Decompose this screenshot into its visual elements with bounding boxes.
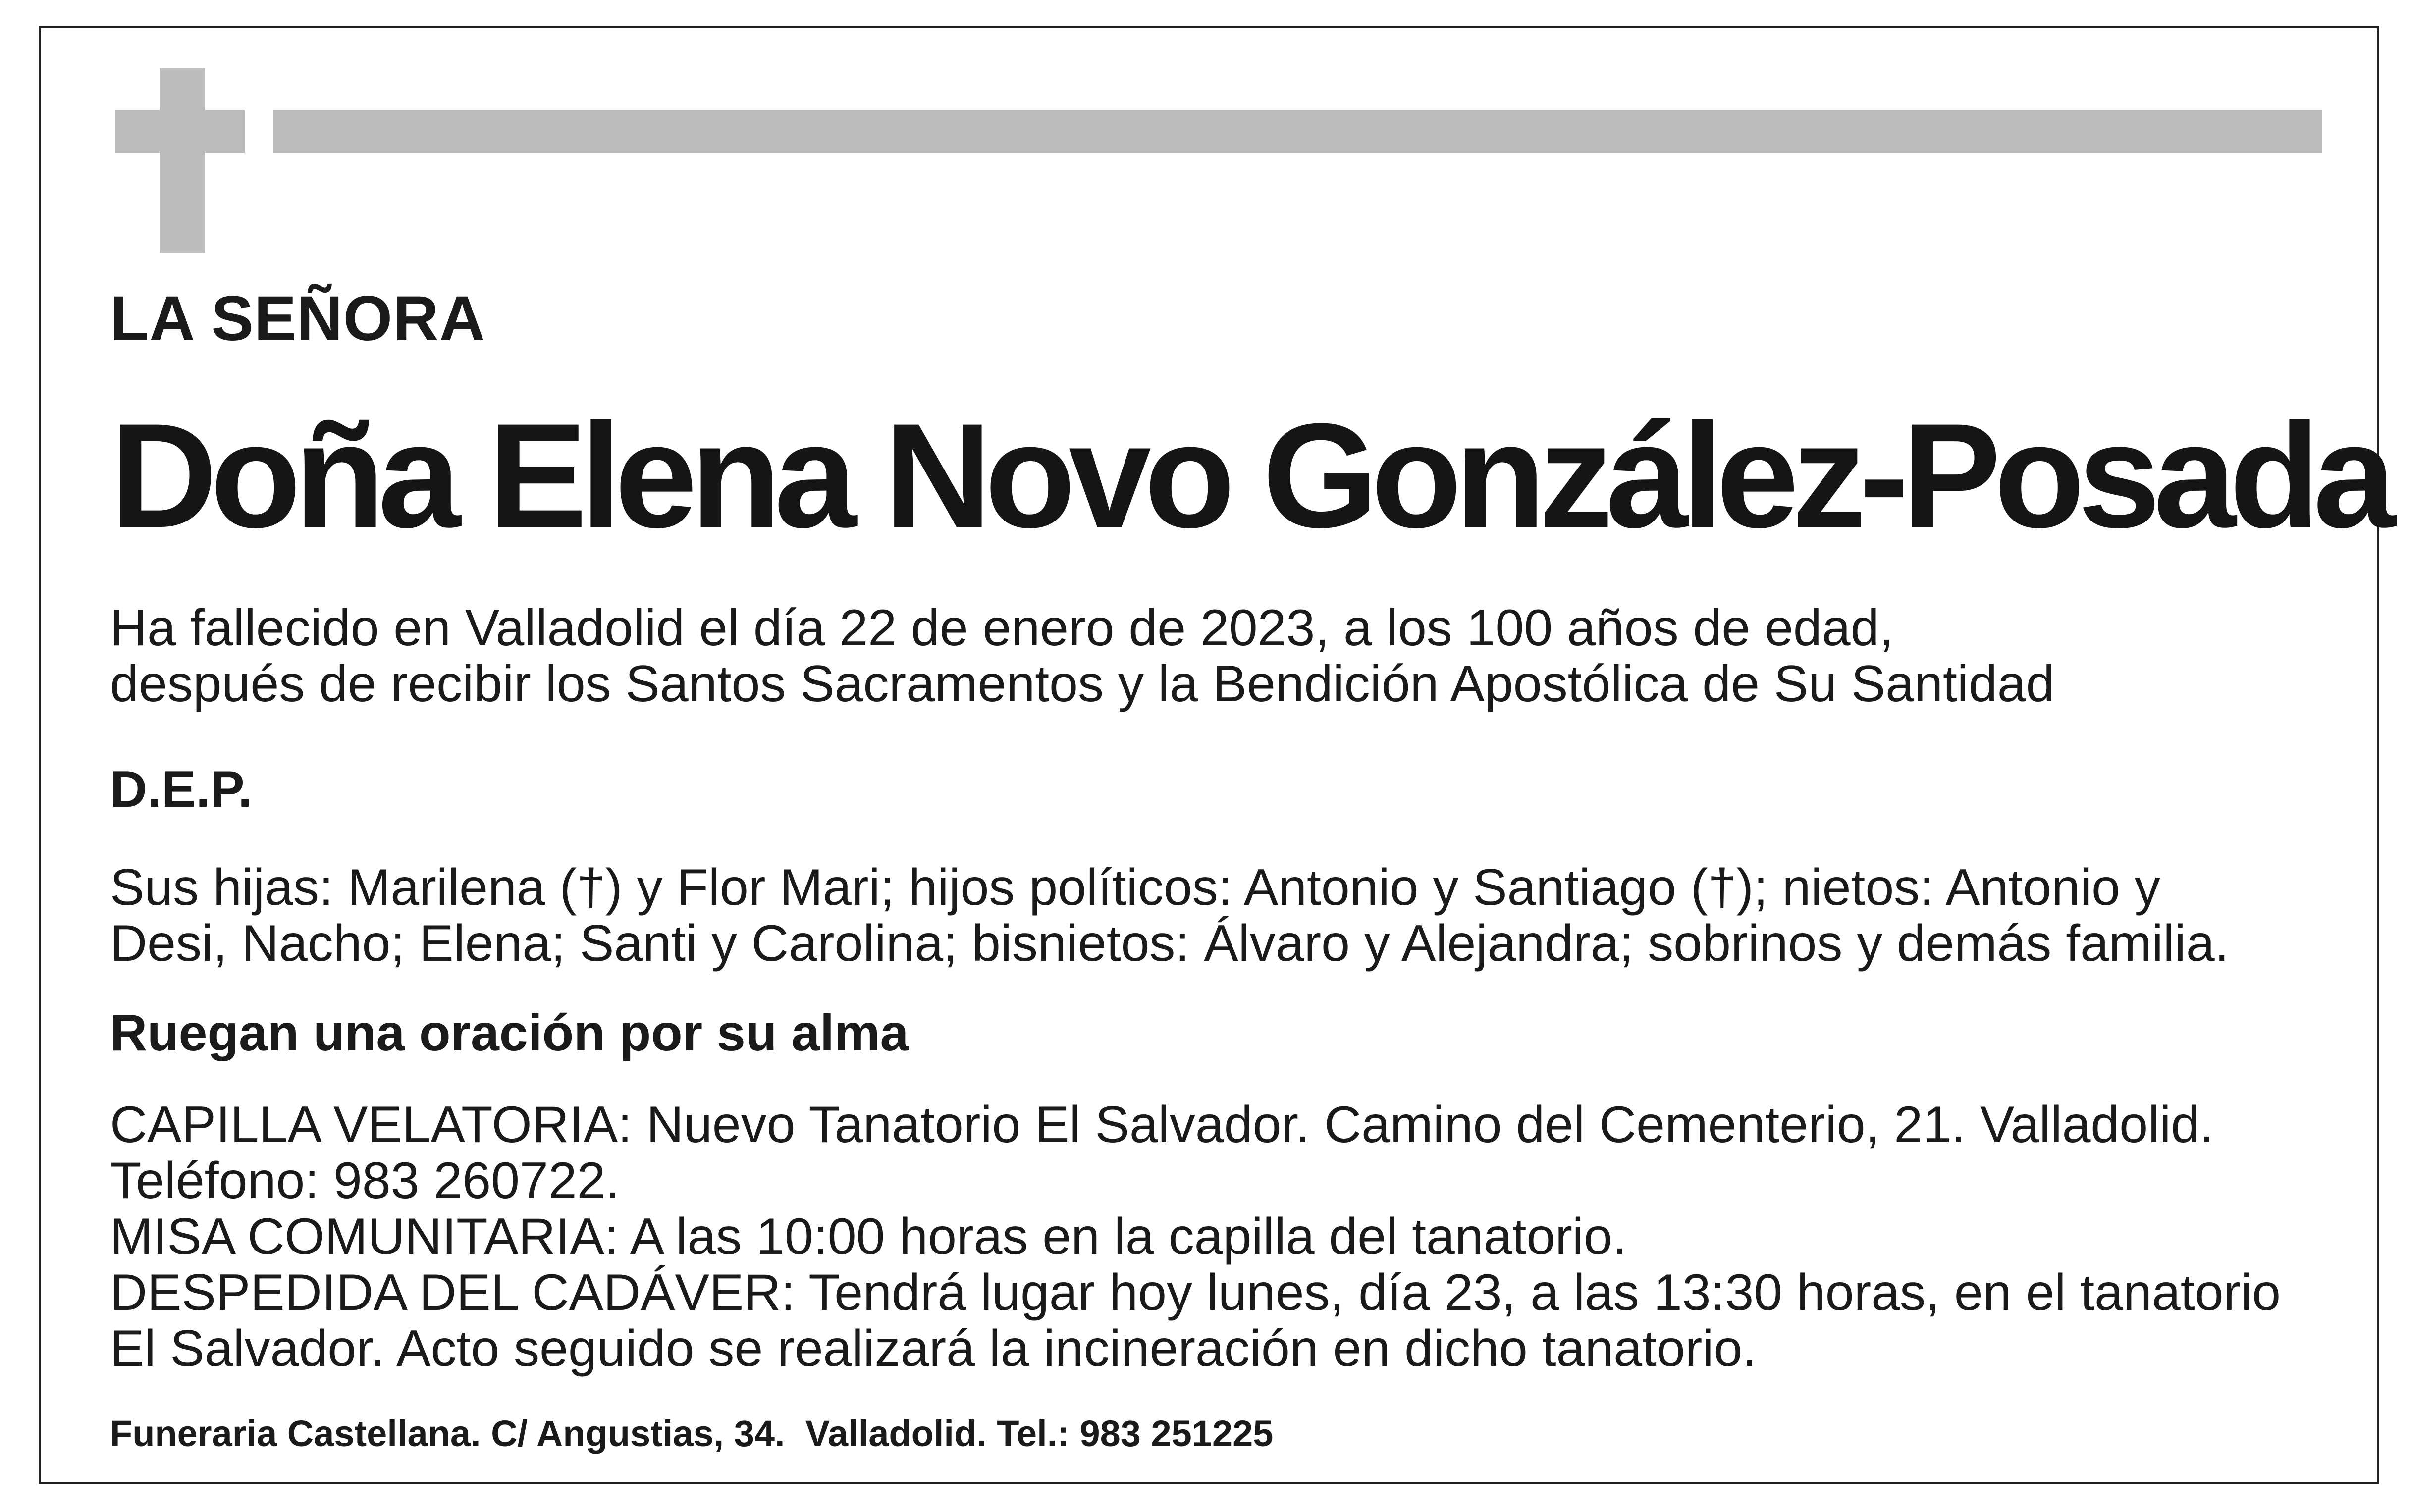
latin-cross-icon <box>160 68 205 253</box>
death-announcement-line-1: Ha fallecido en Valladolid el día 22 de enero de 2023, a los 100 años de edad, <box>110 599 1894 657</box>
family-line-1: Sus hijas: Marilena (†) y Flor Mari; hijos políticos: Antonio y Santiago (†); nietos: Antonio y <box>110 859 2160 916</box>
rest-in-peace-text: D.E.P. <box>110 761 253 818</box>
latin-cross-icon-arm <box>115 110 245 153</box>
service-line-3: MISA COMUNITARIA: A las 10:00 horas en la capilla del tanatorio. <box>110 1208 1627 1265</box>
service-line-2: Teléfono: 983 260722. <box>110 1152 620 1209</box>
family-line-2: Desi, Nacho; Elena; Santi y Carolina; bisnietos: Álvaro y Alejandra; sobrinos y demás familia. <box>110 915 2229 972</box>
service-line-5: El Salvador. Acto seguido se realizará la incineración en dicho tanatorio. <box>110 1320 1757 1377</box>
service-line-4: DESPEDIDA DEL CADÁVER: Tendrá lugar hoy lunes, día 23, a las 13:30 horas, en el tanatorio <box>110 1264 2281 1321</box>
prayer-request: Ruegan una oración por su alma <box>110 1004 909 1062</box>
service-line-1: CAPILLA VELATORIA: Nuevo Tanatorio El Salvador. Camino del Cementerio, 21. Valladolid. <box>110 1096 2214 1153</box>
header-rule <box>273 110 2322 153</box>
funeral-home-footer: Funeraria Castellana. C/ Angustias, 34. Valladolid. Tel.: 983 251225 <box>110 1413 1274 1454</box>
honorific-heading: LA SEÑORA <box>110 283 486 354</box>
deceased-name: Doña Elena Novo González-Posada <box>110 392 2389 559</box>
death-announcement-line-2: después de recibir los Santos Sacramentos y la Bendición Apostólica de Su Santidad <box>110 655 2055 713</box>
